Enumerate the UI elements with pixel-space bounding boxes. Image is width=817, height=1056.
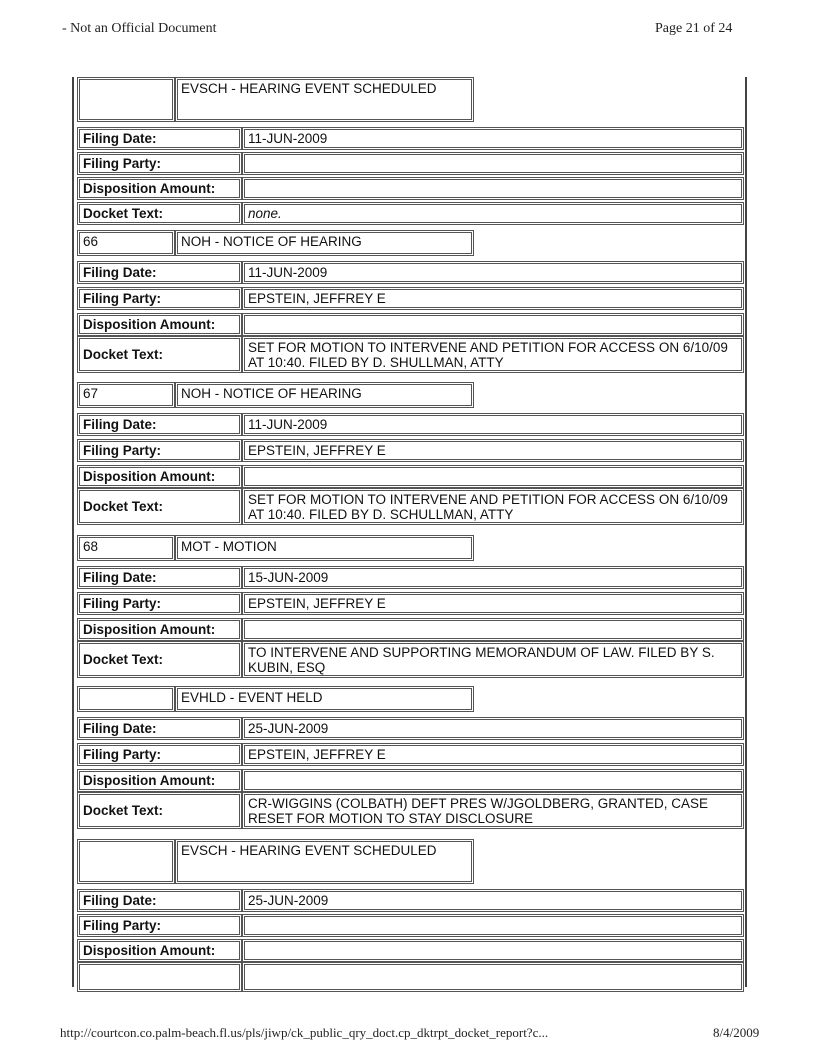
filing-date-label: Filing Date: (77, 889, 242, 912)
filing-party-value: EPSTEIN, JEFFREY E (242, 439, 744, 462)
footer-url: http://courtcon.co.palm-beach.fl.us/pls/jiwp/ck_public_qry_doct.cp_dktrpt_docket_report?c... (60, 1025, 549, 1040)
filing-party-value: EPSTEIN, JEFFREY E (242, 287, 744, 310)
entry-number: 67 (77, 382, 175, 408)
filing-date-label: Filing Date: (77, 717, 242, 740)
filing-party-value (242, 914, 744, 937)
docket-text-label (77, 962, 242, 992)
docket-text-value: none. (242, 202, 744, 225)
disposition-amount-label: Disposition Amount: (77, 769, 242, 792)
filing-party-value: EPSTEIN, JEFFREY E (242, 743, 744, 766)
entry-code: MOT - MOTION (175, 535, 474, 561)
filing-date-value: 15-JUN-2009 (242, 566, 744, 589)
filing-party-label: Filing Party: (77, 287, 242, 310)
filing-party-label: Filing Party: (77, 439, 242, 462)
filing-party-value (242, 152, 744, 175)
disposition-amount-value (242, 465, 744, 488)
filing-date-value: 25-JUN-2009 (242, 889, 744, 912)
docket-text-value (242, 962, 744, 992)
filing-date-label: Filing Date: (77, 413, 242, 436)
filing-date-label: Filing Date: (77, 261, 242, 284)
entry-code: EVHLD - EVENT HELD (175, 686, 474, 712)
disposition-amount-value (242, 769, 744, 792)
entry-code: NOH - NOTICE OF HEARING (175, 382, 474, 408)
filing-date-label: Filing Date: (77, 566, 242, 589)
entry-number (77, 77, 175, 122)
filing-date-label: Filing Date: (77, 127, 242, 150)
entry-code: EVSCH - HEARING EVENT SCHEDULED (175, 77, 474, 122)
disposition-amount-label: Disposition Amount: (77, 618, 242, 641)
filing-party-label: Filing Party: (77, 152, 242, 175)
filing-date-value: 11-JUN-2009 (242, 261, 744, 284)
entry-number: 66 (77, 230, 175, 256)
disposition-amount-label: Disposition Amount: (77, 313, 242, 336)
docket-text-label: Docket Text: (77, 202, 242, 225)
footer-date: 8/4/2009 (713, 1025, 760, 1040)
docket-text-value: CR-WIGGINS (COLBATH) DEFT PRES W/JGOLDBERG, GRANTED, CASE RESET FOR MOTION TO STAY DISCLOSURE (242, 792, 744, 829)
entry-code: EVSCH - HEARING EVENT SCHEDULED (175, 839, 474, 884)
disposition-amount-value (242, 939, 744, 962)
docket-text-value: TO INTERVENE AND SUPPORTING MEMORANDUM OF LAW. FILED BY S. KUBIN, ESQ (242, 641, 744, 678)
filing-party-value: EPSTEIN, JEFFREY E (242, 592, 744, 615)
filing-date-value: 11-JUN-2009 (242, 413, 744, 436)
disposition-amount-value (242, 313, 744, 336)
docket-text-label: Docket Text: (77, 792, 242, 829)
entry-number (77, 686, 175, 712)
docket-text-value: SET FOR MOTION TO INTERVENE AND PETITION FOR ACCESS ON 6/10/09 AT 10:40. FILED BY D. SCHULLMAN, ATTY (242, 488, 744, 525)
disposition-amount-label: Disposition Amount: (77, 177, 242, 200)
filing-date-value: 25-JUN-2009 (242, 717, 744, 740)
docket-text-value: SET FOR MOTION TO INTERVENE AND PETITION FOR ACCESS ON 6/10/09 AT 10:40. FILED BY D. SHULLMAN, ATTY (242, 336, 744, 373)
docket-text-label: Docket Text: (77, 488, 242, 525)
entry-code: NOH - NOTICE OF HEARING (175, 230, 474, 256)
page-number: Page 21 of 24 (655, 21, 733, 36)
page-header-left: - Not an Official Document (62, 21, 217, 36)
disposition-amount-label: Disposition Amount: (77, 939, 242, 962)
entry-number (77, 839, 175, 884)
filing-party-label: Filing Party: (77, 743, 242, 766)
disposition-amount-value (242, 177, 744, 200)
filing-party-label: Filing Party: (77, 592, 242, 615)
disposition-amount-value (242, 618, 744, 641)
docket-text-label: Docket Text: (77, 336, 242, 373)
entry-number: 68 (77, 535, 175, 561)
docket-text-label: Docket Text: (77, 641, 242, 678)
filing-date-value: 11-JUN-2009 (242, 127, 744, 150)
filing-party-label: Filing Party: (77, 914, 242, 937)
disposition-amount-label: Disposition Amount: (77, 465, 242, 488)
